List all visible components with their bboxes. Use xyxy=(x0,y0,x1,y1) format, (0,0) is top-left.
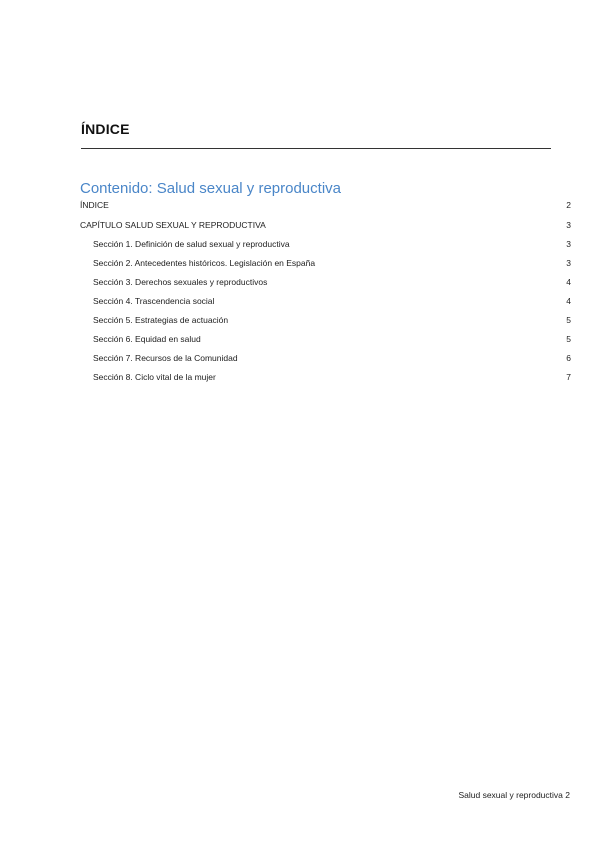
page-title: ÍNDICE xyxy=(81,121,130,137)
toc-entry-label: Sección 5. Estrategias de actuación xyxy=(93,315,229,325)
toc-entry-seccion-5[interactable] xyxy=(80,315,571,326)
toc-entry-seccion-6[interactable] xyxy=(80,334,571,345)
toc-entry-page: 3 xyxy=(566,220,571,230)
toc-entry-page: 5 xyxy=(566,315,571,325)
toc-entry-label: Sección 2. Antecedentes históricos. Legislación en España xyxy=(93,258,316,268)
toc-entry-seccion-4[interactable] xyxy=(80,296,571,307)
toc-title: Contenido: Salud sexual y reproductiva xyxy=(80,180,341,197)
toc-entry-indice[interactable] xyxy=(80,200,571,211)
toc-entry-page: 4 xyxy=(566,277,571,287)
toc-entry-seccion-7[interactable] xyxy=(80,353,571,364)
heading-divider xyxy=(81,148,551,149)
footer-text: Salud sexual y reproductiva xyxy=(458,790,563,800)
toc-entry-label: ÍNDICE xyxy=(80,200,109,210)
toc-entry-label: Sección 7. Recursos de la Comunidad xyxy=(93,353,238,363)
toc-entry-seccion-2[interactable] xyxy=(80,258,571,269)
toc-entry-page: 7 xyxy=(566,372,571,382)
toc-entry-label: Sección 3. Derechos sexuales y reproductivos xyxy=(93,277,268,287)
page-footer xyxy=(458,790,570,800)
toc-entry-seccion-8[interactable] xyxy=(80,372,571,383)
toc-entry-page: 6 xyxy=(566,353,571,363)
table-of-contents xyxy=(80,199,571,383)
toc-entry-page: 2 xyxy=(566,200,571,210)
toc-entry-label: Sección 1. Definición de salud sexual y reproductiva xyxy=(93,239,290,249)
toc-entry-page: 3 xyxy=(566,258,571,268)
footer-page-number: 2 xyxy=(565,790,570,800)
toc-entry-label: Sección 8. Ciclo vital de la mujer xyxy=(93,372,216,382)
toc-entry-seccion-3[interactable] xyxy=(80,277,571,288)
toc-entry-page: 5 xyxy=(566,334,571,344)
toc-entry-label: Sección 6. Equidad en salud xyxy=(93,334,201,344)
toc-entry-page: 4 xyxy=(566,296,571,306)
toc-entry-seccion-1[interactable] xyxy=(80,239,571,250)
toc-entry-label: Sección 4. Trascendencia social xyxy=(93,296,215,306)
toc-entry-page: 3 xyxy=(566,239,571,249)
toc-entry-capitulo[interactable] xyxy=(80,220,571,231)
toc-entry-label: CAPÍTULO SALUD SEXUAL Y REPRODUCTIVA xyxy=(80,220,266,230)
